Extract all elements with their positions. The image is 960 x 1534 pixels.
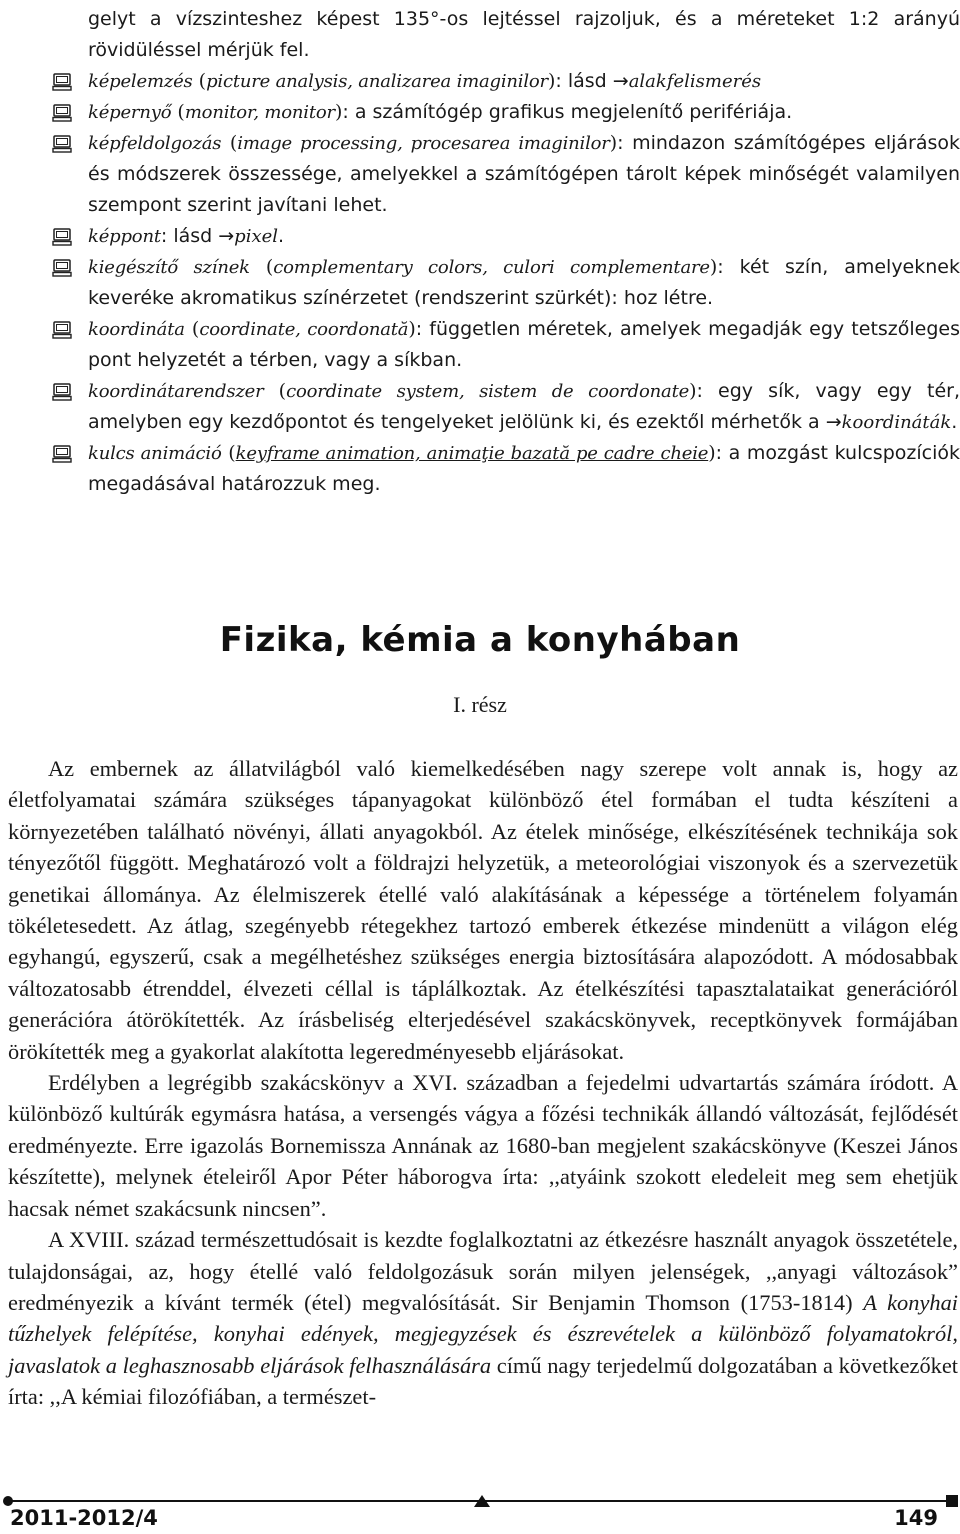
glossary-reference: pixel: [234, 226, 279, 247]
glossary-definition: : lásd: [555, 70, 613, 92]
glossary-term: képernyő: [88, 102, 172, 123]
article-paragraph: [8, 1224, 958, 1412]
glossary-entry: képpont: lásd →pixel.: [52, 221, 960, 252]
article-paragraph: Erdélyben a legrégibb szakácskönyv a XVI. században a fejedelmi udvartartás számára íródott. A különböző kultúrák egymásra hatása, a versengés vágya a főzési technikák állandó változását, fejlődését eredményezte. Erre igazolás Bornemissza Annának az 1680-ban megjelent szakácskönyve (Keszei János készítette), melynek ételeiről Apor Péter háborogva írta: ,,atyáink szokott eledeleit meg sem ehetjük hacsak német szakácsunk nincsen”.: [8, 1070, 958, 1221]
footer-dot-icon: [3, 1496, 13, 1506]
computer-icon: [52, 444, 72, 464]
glossary-translation: image processing, procesarea imaginilor: [237, 133, 610, 154]
glossary-translation: coordinate system, sistem de coordonate: [286, 381, 690, 402]
glossary-entry: kiegészítő színek (complementary colors, culori complementare): két szín, amelyeknek keveréke akromatikus színérzetet (rendszerint szürkét): hoz létre.: [52, 252, 960, 314]
glossary-definition: : a mozgást kulcspozíciók megadásával határozzuk meg.: [88, 442, 960, 495]
computer-icon: [52, 134, 72, 154]
glossary-translation: coordinate, coordonată: [199, 319, 409, 340]
glossary-suffix: .: [951, 411, 958, 433]
article-subtitle: I. rész: [453, 692, 507, 717]
glossary-entry: képernyő (monitor, monitor): a számítógép grafikus megjelenítő perifériája.: [52, 97, 960, 128]
glossary-term: koordináta: [88, 319, 185, 340]
article-paragraph: Az embernek az állatvilágból való kiemelkedésében nagy szerepe volt annak is, hogy az életfolyamatai számára szükséges tápanyagokat különböző étel formában el tudta készíteni a környezetében található növényi, állati anyagokból. Az ételek minősége, elkészítésének technikája sok tényezőtől függött. Meghatározó volt a földrajzi helyzetük, a meteorológiai viszonyok és a szervezetük genetikai állománya. Az élelmiszerek étellé való alakításának a képessége a történelem folyamán tökéletesedett. Az átlag, szegényebb rétegekhez tartozó emberek étkezése mindenütt a világon elég egyhangú, egyszerű, csak a megélhetéshez szükséges energia biztosítására alapozódott. A módosabbak változatosabb étrenddel, élvezeti céllal is táplálkoztak. Az ételkészítési tapasztalataikat generációról generációra átörökítették. Az írásbeliség elterjedésével szakácskönyvek, receptkönyvek formájában örökítették meg a gyakorlat alakította legeredményesebb eljárásokat.: [8, 756, 958, 1064]
page-number: 149: [894, 1506, 938, 1530]
glossary-reference: koordináták: [841, 412, 952, 433]
glossary-definition: : egy sík, vagy egy tér, amelyben egy kezdőpontot és tengelyeket jelölünk ki, és ezektől mérhetők a: [88, 380, 960, 433]
paragraph-text: című nagy terjedelmű dolgozatában a következőket írta: ,,A kémiai filozófiában, a természet-: [8, 1352, 958, 1410]
glossary-suffix: .: [278, 225, 285, 247]
book-title: A konyhai tűzhelyek felépítése, konyhai edények, megjegyzések és észrevételek a különböző folyamatokról, javaslatok a leghasznosabb eljárások felhasználására: [8, 1289, 958, 1378]
glossary-entry: koordináta (coordinate, coordonată): független méretek, amelyek megadják egy tetszőleges pont helyzetét a térben, vagy a síkban.: [52, 314, 960, 376]
glossary-definition: : lásd: [160, 225, 219, 247]
glossary-section: [52, 4, 960, 500]
glossary-translation: keyframe animation, animaţie bazată pe cadre cheie: [235, 443, 709, 464]
glossary-term: koordinátarendszer: [88, 381, 264, 402]
glossary-term: képpont: [88, 226, 161, 247]
glossary-entry: képfeldolgozás (image processing, procesarea imaginilor): mindazon számítógépes eljárások és módszerek összessége, amelyekkel a számítógépen tárolt képek minőségét valamilyen szempont szerint javítani lehet.: [52, 128, 960, 221]
computer-icon: [52, 72, 72, 92]
article-title: Fizika, kémia a konyhában: [219, 620, 741, 660]
glossary-term: képfeldolgozás: [88, 133, 222, 154]
issue-number: 2011-2012/4: [10, 1506, 158, 1530]
glossary-entry: koordinátarendszer (coordinate system, sistem de coordonate): egy sík, vagy egy tér, amelyben egy kezdőpontot és tengelyeket jelölünk ki, és ezektől mérhetők a →koordináták.: [52, 376, 960, 438]
glossary-continuation: gelyt a vízszinteshez képest 135°-os lejtéssel rajzoljuk, és a méreteket 1:2 arányú rövidüléssel mérjük fel.: [88, 8, 960, 61]
footer-square-icon: [946, 1495, 958, 1507]
glossary-translation: complementary colors, culori complementare: [273, 257, 710, 278]
glossary-term: kiegészítő színek: [88, 257, 250, 278]
glossary-translation: picture analysis, analizarea imaginilor: [206, 71, 548, 92]
glossary-translation: monitor, monitor: [184, 102, 335, 123]
computer-icon: [52, 227, 72, 247]
glossary-definition: : független méretek, amelyek megadják egy tetszőleges pont helyzetét a térben, vagy a síkban.: [88, 318, 960, 371]
glossary-entry: képelemzés (picture analysis, analizarea imaginilor): lásd →alakfelismerés: [52, 66, 960, 97]
glossary-term: képelemzés: [88, 71, 193, 92]
computer-icon: [52, 382, 72, 402]
glossary-entry: kulcs animáció (keyframe animation, animaţie bazată pe cadre cheie): a mozgást kulcspozíciók megadásával határozzuk meg.: [52, 438, 960, 500]
glossary-reference: alakfelismerés: [628, 71, 762, 92]
glossary-definition: : két szín, amelyeknek keveréke akromatikus színérzetet (rendszerint szürkét): hoz létre.: [88, 256, 960, 309]
glossary-definition: : a számítógép grafikus megjelenítő perifériája.: [342, 101, 793, 123]
computer-icon: [52, 320, 72, 340]
computer-icon: [52, 103, 72, 123]
article-body: [8, 753, 958, 1413]
computer-icon: [52, 258, 72, 278]
glossary-definition: : mindazon számítógépes eljárások és módszerek összessége, amelyekkel a számítógépen tárolt képek minőségét valamilyen szempont szerint javítani lehet.: [88, 132, 960, 216]
paragraph-text: A XVIII. század természettudósait is kezdte foglalkoztatni az étkezésre használt anyagok összetétele, tulajdonságai, az, hogy étellé való feldolgozásuk során milyen jelenségek, ,,anyagi változások” eredményezik a kívánt termék (étel) megvalósítását. Sir Benjamin Thomson (1753-1814): [8, 1227, 958, 1315]
glossary-term: kulcs animáció: [88, 443, 222, 464]
